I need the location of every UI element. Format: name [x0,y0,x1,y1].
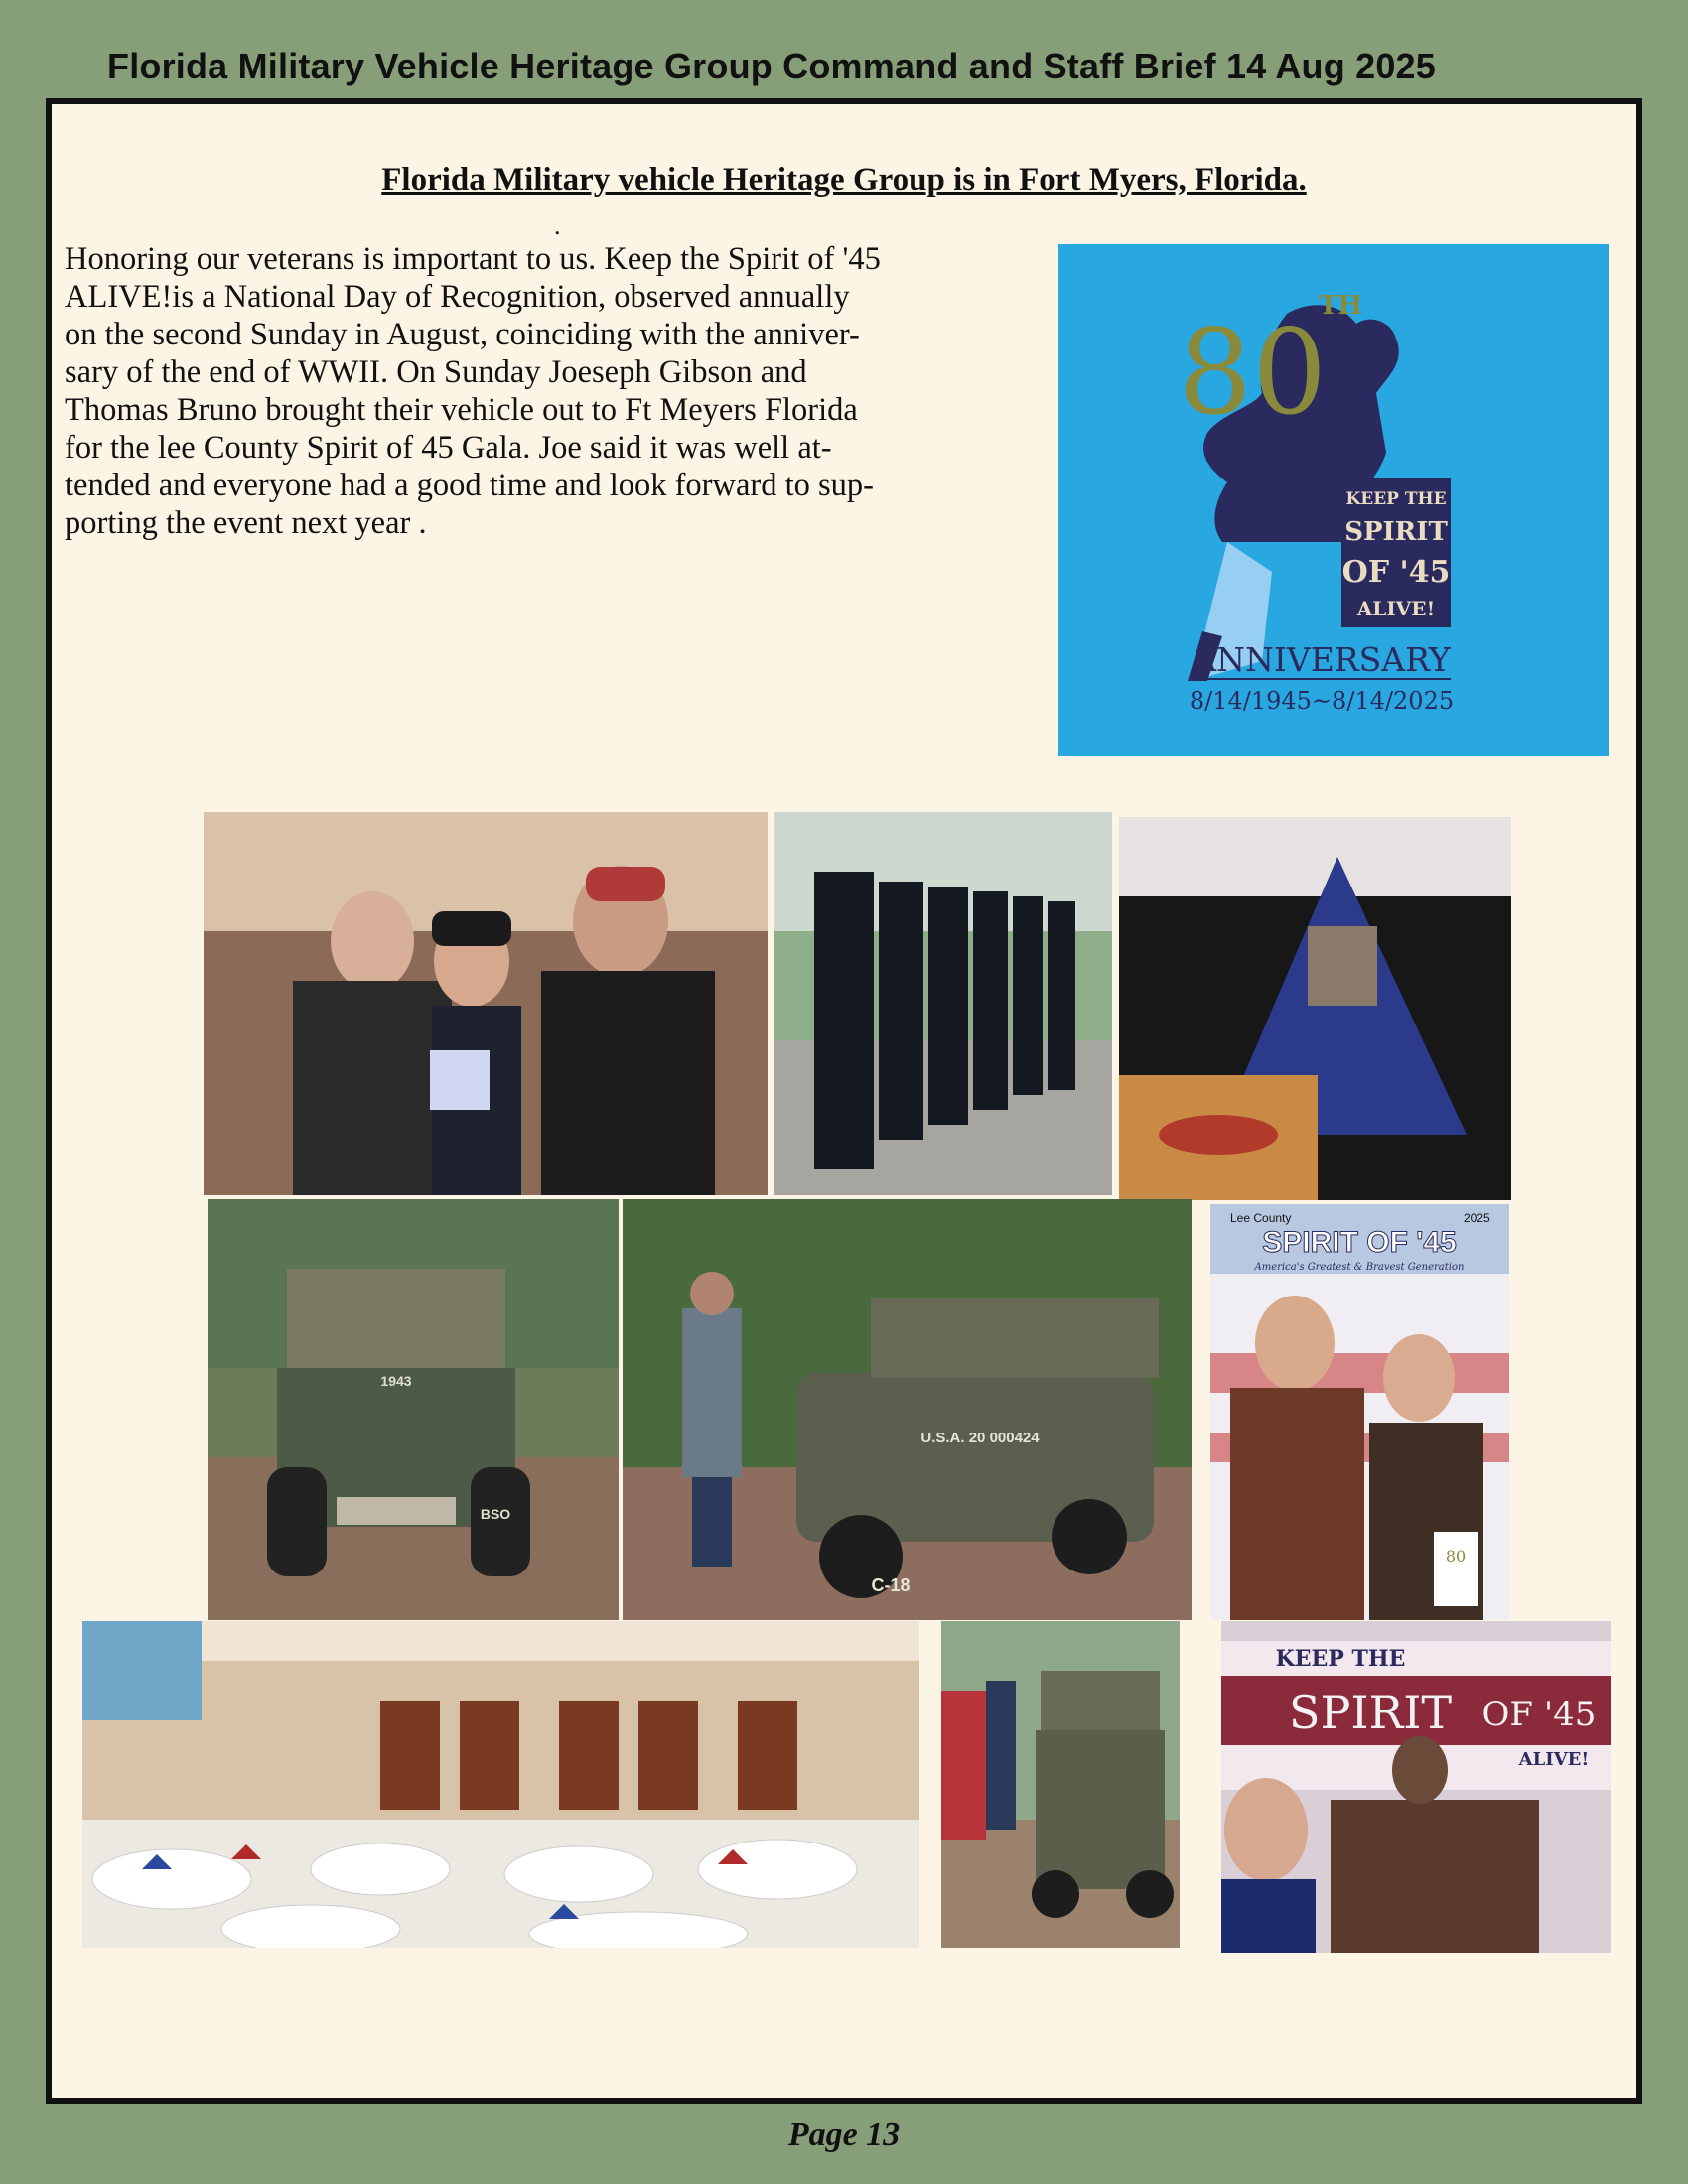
body-line: sary of the end of WWII. On Sunday Joeseph Gibson and [65,354,807,390]
logo-number: 80 [1178,304,1328,441]
poster-year: 2025 [1464,1211,1490,1225]
page-number: Page 13 [787,2116,901,2153]
photo-spirit-poster [1210,1204,1509,1620]
logo-keep: KEEP THE [1345,489,1447,509]
jeep2-bumper: C-18 [871,1575,911,1595]
logo-anniversary: ANNIVERSARY [1193,640,1451,679]
body-line: tended and everyone had a good time and look forward to sup- [65,468,874,503]
photo-banquet-hall [82,1621,919,1948]
body-line: Thomas Bruno brought their vehicle out to Ft Meyers Florida [65,392,858,428]
banner-alive: ALIVE! [1518,1749,1590,1770]
body-line: on the second Sunday in August, coinciding with the anniver- [65,317,860,352]
jeep1-bumper: BSO [480,1506,511,1522]
photo-honor-guard [774,812,1112,1195]
poster-badge: 80 [1445,1547,1467,1566]
body-line: ALIVE!is a National Day of Recognition, observed annually [65,279,850,315]
photo-jeep-m38 [623,1199,1192,1620]
article-body [65,240,1057,542]
jeep1-plate: 1943 [380,1373,412,1389]
content-frame [46,98,1642,2104]
body-line: porting the event next year . [65,505,427,541]
banner-keep: KEEP THE [1275,1646,1406,1672]
body-line: for the lee County Spirit of 45 Gala. Joe said it was well at- [65,430,832,466]
separator-dot: . [554,211,561,240]
photo-veteran-award [204,812,768,1195]
poster-subtitle: America's Greatest & Bravest Generation [1254,1262,1465,1273]
body-line: Honoring our veterans is important to us. Keep the Spirit of '45 [65,241,881,277]
page-header: Florida Military Vehicle Heritage Group Command and Staff Brief 14 Aug 2025 [107,46,1436,86]
photo-jeep-1943 [208,1199,619,1620]
poster-title: SPIRIT OF '45 [1262,1226,1457,1259]
photo-flag-memorial [1119,817,1511,1200]
anniversary-logo-graphic [1058,244,1609,756]
logo-alive: ALIVE! [1356,597,1436,620]
jeep2-hood: U.S.A. 20 000424 [920,1430,1040,1446]
banner-of45: OF '45 [1481,1695,1597,1734]
banner-spirit: SPIRIT [1288,1686,1453,1739]
anniversary-logo [1058,244,1609,756]
logo-of45: OF '45 [1341,555,1451,590]
poster-county: Lee County [1230,1211,1292,1225]
logo-dates: 8/14/1945~8/14/2025 [1189,687,1455,715]
logo-superscript: TH [1319,291,1362,321]
photo-jeep-interview [941,1621,1180,1948]
logo-spirit: SPIRIT [1344,517,1448,547]
article-title: Florida Military vehicle Heritage Group is in Fort Myers, Florida. [381,162,1307,198]
photo-speaker-banner [1221,1621,1611,1953]
